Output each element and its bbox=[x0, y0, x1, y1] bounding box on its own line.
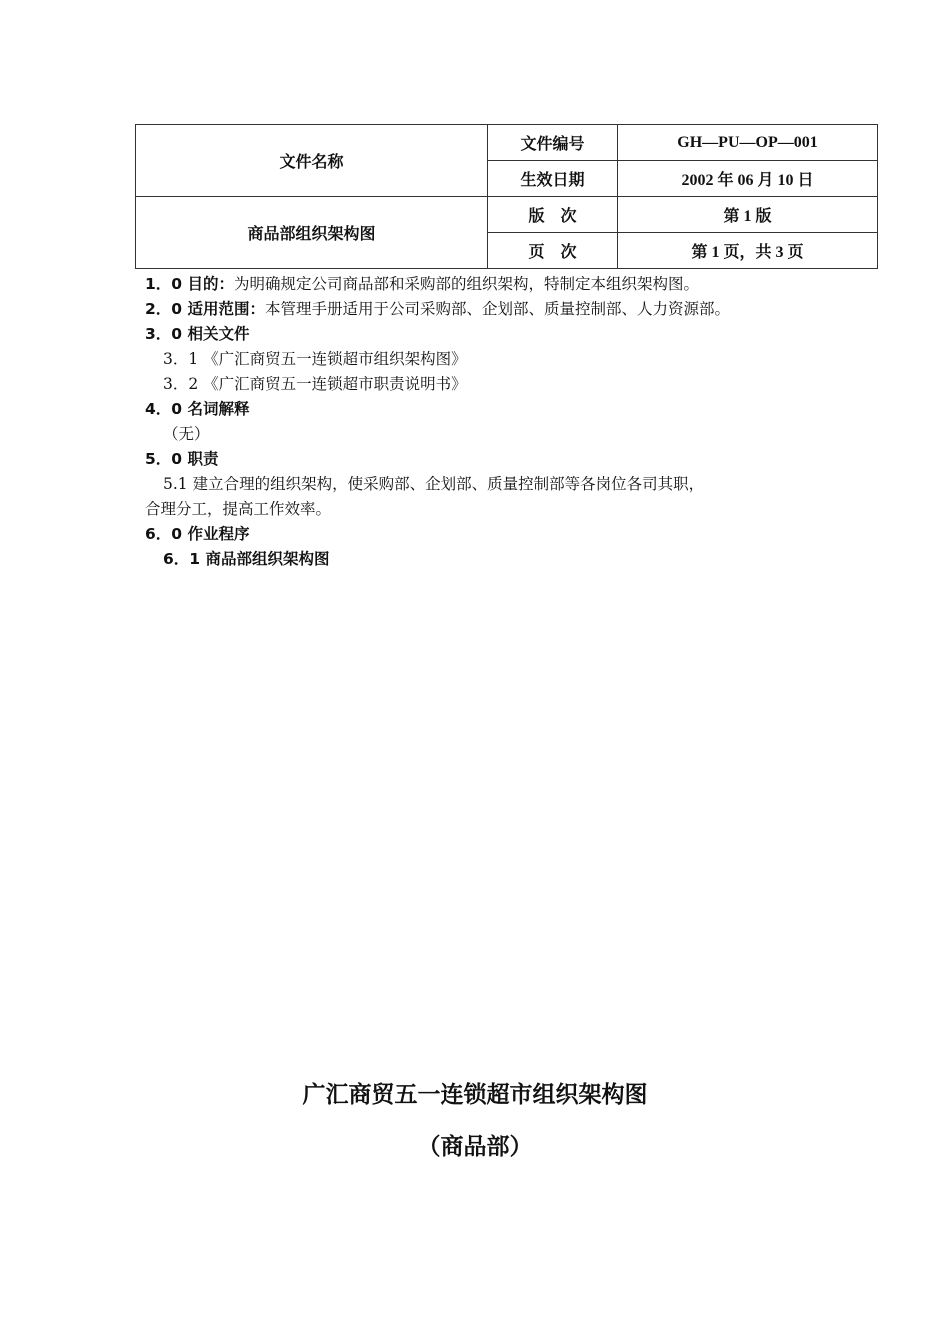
related-doc-item: 3．1 《广汇商贸五一连锁超市组织架构图》 bbox=[163, 350, 467, 368]
document-body bbox=[145, 272, 845, 572]
section-duties-line-1: 5.1 建立合理的组织架构，使采购部、企划部、质量控制部等各岗位各司其职， bbox=[163, 475, 705, 493]
section-scope-text: 本管理手册适用于公司采购部、企划部、质量控制部、人力资源部。 bbox=[264, 300, 730, 318]
section-related-docs-heading: 3．0 相关文件 bbox=[145, 325, 250, 343]
org-chart-title: 广汇商贸五一连锁超市组织架构图 bbox=[302, 1081, 648, 1108]
doc-number-value: GH—PU—OP—001 bbox=[618, 125, 878, 161]
section-terms-text: （无） bbox=[163, 425, 210, 443]
section-duties-line-2: 合理分工，提高工作效率。 bbox=[145, 500, 332, 518]
org-chart-subtitle: （商品部） bbox=[417, 1133, 533, 1160]
page-value: 第 1 页，共 3 页 bbox=[618, 233, 878, 269]
section-duties-heading: 5．0 职责 bbox=[145, 450, 219, 468]
related-doc-item: 3．2 《广汇商贸五一连锁超市职责说明书》 bbox=[163, 375, 467, 393]
section-terms-heading: 4．0 名词解释 bbox=[145, 400, 250, 418]
effective-date-label: 生效日期 bbox=[488, 161, 618, 197]
page-label: 页 次 bbox=[488, 233, 618, 269]
section-scope-heading: 2．0 适用范围： bbox=[145, 300, 265, 318]
version-value: 第 1 版 bbox=[618, 197, 878, 233]
section-purpose-text: 为明确规定公司商品部和采购部的组织架构，特制定本组织架构图。 bbox=[233, 275, 699, 293]
section-purpose bbox=[145, 272, 845, 297]
effective-date-value: 2002 年 06 月 10 日 bbox=[618, 161, 878, 197]
section-scope bbox=[145, 297, 845, 322]
doc-name-label: 文件名称 bbox=[136, 125, 488, 197]
document-header-table bbox=[135, 124, 878, 269]
section-purpose-heading: 1．0 目的： bbox=[145, 275, 234, 293]
section-procedure-heading: 6．0 作业程序 bbox=[145, 525, 250, 543]
doc-name-value: 商品部组织架构图 bbox=[136, 197, 488, 269]
section-procedure-subheading: 6．1 商品部组织架构图 bbox=[163, 550, 330, 568]
doc-number-label: 文件编号 bbox=[488, 125, 618, 161]
version-label: 版 次 bbox=[488, 197, 618, 233]
